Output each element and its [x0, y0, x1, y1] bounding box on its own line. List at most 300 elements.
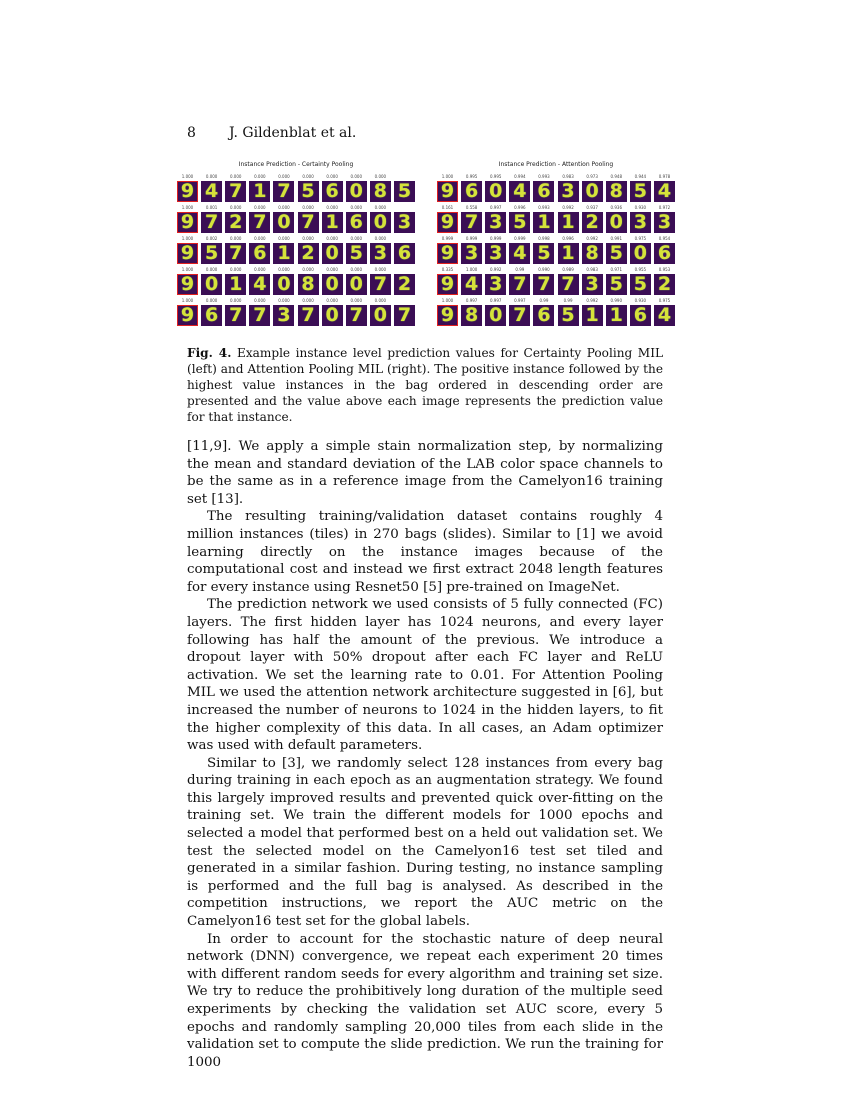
digit-tile: [273, 305, 294, 326]
tile-row: [437, 265, 675, 295]
digit-tile: [630, 274, 651, 295]
digit-tile: [437, 243, 458, 264]
digit-tile: [533, 212, 554, 233]
digit-glyph: 9: [180, 305, 195, 326]
prediction-value: 0.995: [489, 174, 502, 179]
prediction-value: [394, 296, 415, 305]
prediction-value: 0.002: [205, 236, 218, 241]
digit-glyph: 4: [657, 181, 672, 202]
digit-glyph: 6: [325, 181, 339, 202]
digit-glyph: 9: [440, 181, 455, 202]
digit-tile: [654, 305, 675, 326]
prediction-values: [437, 265, 675, 274]
digit-glyph: 0: [325, 274, 339, 295]
instance-tiles: [437, 243, 675, 264]
tile-row: [437, 203, 675, 233]
digit-tile: [225, 305, 246, 326]
digit-tile: [249, 305, 270, 326]
digit-tile: [654, 274, 675, 295]
digit-glyph: 8: [464, 305, 479, 326]
tile-row: [177, 172, 415, 202]
prediction-value: 0.000: [350, 298, 362, 303]
prediction-value: 0.335: [441, 267, 454, 272]
digit-glyph: 2: [301, 243, 315, 264]
digit-glyph: 6: [349, 212, 363, 233]
digit-glyph: 0: [325, 243, 339, 264]
digit-glyph: 9: [440, 212, 455, 233]
prediction-value: 0.975: [634, 236, 647, 241]
digit-tile: [298, 305, 319, 326]
prediction-value: 0.000: [254, 174, 266, 179]
digit-glyph: 3: [633, 212, 647, 233]
digit-glyph: 4: [513, 243, 527, 264]
digit-glyph: 0: [633, 243, 647, 264]
digit-tile: [533, 181, 554, 202]
digit-glyph: 0: [325, 305, 339, 326]
digit-glyph: 0: [204, 274, 219, 295]
instance-tiles: [177, 274, 415, 295]
prediction-value: 0.000: [254, 267, 266, 272]
digit-tile: [177, 305, 198, 326]
digit-tile: [461, 212, 482, 233]
digit-glyph: 2: [397, 274, 412, 295]
prediction-value: 0.999: [465, 236, 478, 241]
digit-tile: [273, 274, 294, 295]
digit-glyph: 8: [301, 274, 315, 295]
digit-tile: [558, 181, 579, 202]
page-number: 8: [187, 125, 196, 141]
digit-glyph: 4: [657, 305, 672, 326]
digit-tile: [582, 212, 603, 233]
prediction-value: 0.955: [634, 267, 647, 272]
digit-tile: [485, 212, 506, 233]
digit-tile: [582, 181, 603, 202]
prediction-value: 0.999: [514, 236, 526, 241]
prediction-value: 0.992: [489, 267, 502, 272]
digit-glyph: 7: [301, 305, 315, 326]
digit-glyph: 0: [489, 181, 503, 202]
digit-tile: [249, 181, 270, 202]
prediction-value: 0.983: [586, 267, 598, 272]
paragraph: In order to account for the stochastic nature of deep neural network (DNN) convergence, we repeat each experiment 20 times with different random seeds for every algorithm and training set size. We try to reduce the prohibitively long duration of the multiple seed experiments by checking the validation set AUC score, every 5 epochs and randomly sampling 20,000 tiles from each slide in the validation set to compute the slide prediction. We run the training for 1000: [187, 931, 663, 1070]
digit-tile: [201, 212, 222, 233]
digit-glyph: 3: [489, 212, 503, 233]
prediction-value: 0.997: [489, 298, 502, 303]
digit-glyph: 5: [301, 181, 315, 202]
prediction-value: 0.000: [229, 236, 242, 241]
caption-label: Fig. 4.: [187, 346, 232, 360]
digit-tile: [225, 274, 246, 295]
digit-tile: [346, 274, 367, 295]
prediction-value: 0.953: [658, 267, 671, 272]
prediction-value: 1.000: [441, 174, 454, 179]
digit-glyph: 0: [609, 212, 623, 233]
digit-tile: [558, 274, 579, 295]
digit-glyph: 3: [489, 274, 503, 295]
instance-tiles: [177, 181, 415, 202]
digit-tile: [485, 243, 506, 264]
digit-glyph: 7: [229, 243, 243, 264]
digit-tile: [606, 181, 627, 202]
prediction-value: 0.993: [538, 205, 550, 210]
prediction-value: 0.944: [634, 174, 647, 179]
digit-glyph: 1: [537, 212, 551, 233]
digit-tile: [630, 243, 651, 264]
digit-tile: [370, 274, 391, 295]
digit-glyph: 3: [585, 274, 599, 295]
digit-tile: [606, 243, 627, 264]
digit-tile: [509, 305, 530, 326]
digit-tile: [533, 305, 554, 326]
digit-tile: [177, 181, 198, 202]
prediction-value: 0.971: [610, 267, 622, 272]
prediction-value: 0.936: [610, 205, 622, 210]
digit-glyph: 0: [373, 212, 387, 233]
prediction-value: 0.990: [610, 298, 622, 303]
tile-row: [177, 296, 415, 326]
digit-glyph: 4: [253, 274, 267, 295]
prediction-values: [177, 203, 415, 212]
digit-tile: [225, 181, 246, 202]
digit-glyph: 7: [349, 305, 363, 326]
digit-glyph: 6: [537, 181, 551, 202]
digit-tile: [201, 305, 222, 326]
digit-tile: [558, 243, 579, 264]
body-text: [187, 438, 663, 1071]
digit-tile: [322, 305, 343, 326]
digit-glyph: 5: [609, 243, 623, 264]
digit-tile: [606, 305, 627, 326]
digit-glyph: 6: [204, 305, 219, 326]
prediction-value: 0.99: [563, 298, 573, 303]
prediction-value: 0.000: [229, 298, 242, 303]
certainty-rows: [177, 172, 415, 326]
prediction-value: 1.000: [181, 298, 194, 303]
digit-glyph: 7: [373, 274, 387, 295]
digit-tile: [322, 274, 343, 295]
tile-row: [177, 234, 415, 264]
digit-glyph: 7: [513, 274, 527, 295]
prediction-value: [394, 172, 415, 181]
digit-tile: [509, 212, 530, 233]
digit-tile: [273, 181, 294, 202]
digit-glyph: 5: [397, 181, 412, 202]
prediction-value: 1.000: [441, 298, 454, 303]
digit-glyph: 2: [657, 274, 672, 295]
digit-tile: [630, 305, 651, 326]
digit-tile: [630, 181, 651, 202]
digit-glyph: 9: [440, 274, 455, 295]
digit-glyph: 5: [633, 274, 647, 295]
prediction-value: 0.996: [562, 236, 574, 241]
prediction-value: 0.999: [489, 236, 502, 241]
attention-pooling-panel: [437, 160, 675, 327]
prediction-value: 0.997: [465, 298, 478, 303]
digit-glyph: 3: [397, 212, 412, 233]
digit-tile: [273, 212, 294, 233]
digit-glyph: 4: [464, 274, 479, 295]
digit-glyph: 3: [464, 243, 479, 264]
digit-tile: [394, 181, 415, 202]
prediction-value: [394, 234, 415, 243]
digit-glyph: 3: [277, 305, 291, 326]
digit-tile: [249, 212, 270, 233]
digit-glyph: 0: [349, 181, 363, 202]
digit-tile: [437, 212, 458, 233]
digit-tile: [370, 305, 391, 326]
tile-row: [177, 265, 415, 295]
prediction-value: 1.000: [181, 267, 194, 272]
digit-glyph: 3: [373, 243, 387, 264]
prediction-value: 0.000: [350, 174, 362, 179]
digit-tile: [461, 181, 482, 202]
prediction-value: 0.000: [229, 174, 242, 179]
digit-glyph: 5: [609, 274, 623, 295]
running-header: [187, 125, 356, 141]
prediction-value: 0.999: [441, 236, 454, 241]
digit-glyph: 9: [180, 243, 195, 264]
prediction-value: 0.000: [254, 236, 266, 241]
prediction-values: [177, 296, 415, 305]
digit-glyph: 1: [229, 274, 243, 295]
prediction-value: 0.000: [205, 267, 218, 272]
prediction-value: 0.001: [205, 205, 218, 210]
digit-glyph: 1: [277, 243, 291, 264]
prediction-value: 0.000: [350, 236, 362, 241]
prediction-value: 0.948: [610, 174, 622, 179]
certainty-pooling-panel: [177, 160, 415, 327]
prediction-value: 0.990: [538, 267, 550, 272]
digit-tile: [177, 212, 198, 233]
prediction-value: 0.000: [302, 298, 314, 303]
prediction-value: 0.000: [278, 298, 290, 303]
prediction-values: [177, 172, 415, 181]
prediction-value: 0.930: [634, 205, 647, 210]
digit-tile: [509, 181, 530, 202]
prediction-value: 0.996: [514, 205, 526, 210]
prediction-value: 0.000: [326, 236, 338, 241]
digit-glyph: 8: [609, 181, 623, 202]
digit-tile: [509, 274, 530, 295]
prediction-value: 0.000: [374, 267, 387, 272]
paragraph: The prediction network we used consists of 5 fully connected (FC) layers. The first hidden layer has 1024 neurons, and every layer following has half the amount of the previous. We introduce a dropout layer with 50% dropout after each FC layer and ReLU activation. We set the learning rate to 0.01. For Attention Pooling MIL we used the attention network architecture suggested in [6], but increased the number of neurons to 1024 in the hidden layers, to fit the higher complexity of this data. In all cases, an Adam optimizer was used with default parameters.: [187, 597, 663, 754]
prediction-value: 0.998: [538, 236, 550, 241]
digit-glyph: 7: [561, 274, 575, 295]
digit-glyph: 0: [277, 274, 291, 295]
digit-glyph: 7: [253, 305, 267, 326]
tile-row: [437, 172, 675, 202]
prediction-value: 0.994: [514, 174, 526, 179]
prediction-value: 0.992: [586, 298, 598, 303]
digit-glyph: 7: [537, 274, 551, 295]
attention-panel-title: Instance Prediction - Attention Pooling: [498, 161, 614, 168]
digit-glyph: 5: [561, 305, 575, 326]
prediction-value: 0.000: [254, 298, 266, 303]
digit-tile: [461, 274, 482, 295]
digit-glyph: 7: [464, 212, 479, 233]
digit-tile: [582, 243, 603, 264]
paragraph: Similar to [3], we randomly select 128 instances from every bag during training in each epoch as an augmentation strategy. We found this largely improved results and prevented quick over-fitting on the training set. We train the different models for 1000 epochs and selected a model that performed best on a held out validation set. We test the selected model on the Camelyon16 test set tiled and generated in a similar fashion. During testing, no instance sampling is performed and the full bag is analysed. As described in the competition instructions, we report the AUC metric on the Camelyon16 test set for the global labels.: [187, 755, 663, 930]
attention-rows: [437, 172, 675, 326]
prediction-value: 0.000: [278, 174, 290, 179]
digit-glyph: 5: [633, 181, 647, 202]
digit-glyph: 9: [180, 274, 195, 295]
digit-glyph: 7: [301, 212, 315, 233]
digit-tile: [437, 305, 458, 326]
digit-glyph: 3: [489, 243, 503, 264]
digit-glyph: 1: [609, 305, 623, 326]
digit-glyph: 7: [204, 212, 219, 233]
instance-tiles: [437, 305, 675, 326]
instance-tiles: [177, 305, 415, 326]
digit-tile: [249, 274, 270, 295]
author-line: J. Gildenblat et al.: [229, 125, 357, 141]
digit-tile: [509, 243, 530, 264]
prediction-value: 0.000: [302, 205, 314, 210]
prediction-value: 0.930: [634, 298, 647, 303]
digit-tile: [394, 212, 415, 233]
digit-glyph: 4: [204, 181, 219, 202]
digit-tile: [298, 243, 319, 264]
digit-tile: [437, 274, 458, 295]
digit-glyph: 0: [277, 212, 291, 233]
prediction-value: 0.000: [302, 236, 314, 241]
digit-tile: [225, 212, 246, 233]
digit-tile: [533, 274, 554, 295]
digit-tile: [394, 274, 415, 295]
digit-tile: [582, 305, 603, 326]
prediction-value: 0.937: [586, 205, 598, 210]
digit-glyph: 6: [253, 243, 267, 264]
prediction-value: 0.997: [514, 298, 526, 303]
digit-glyph: 2: [585, 212, 599, 233]
instance-tiles: [177, 243, 415, 264]
digit-tile: [298, 212, 319, 233]
digit-glyph: 5: [537, 243, 551, 264]
digit-glyph: 7: [229, 305, 243, 326]
digit-glyph: 8: [585, 243, 599, 264]
prediction-value: 0.992: [562, 205, 574, 210]
prediction-value: 0.000: [374, 174, 387, 179]
prediction-value: 0.000: [278, 236, 290, 241]
prediction-value: 1.000: [181, 236, 194, 241]
prediction-value: 0.995: [465, 174, 478, 179]
digit-glyph: 1: [585, 305, 599, 326]
prediction-value: 0.972: [658, 205, 671, 210]
digit-tile: [346, 305, 367, 326]
prediction-value: 0.000: [350, 205, 362, 210]
digit-glyph: 6: [397, 243, 412, 264]
prediction-value: [394, 203, 415, 212]
digit-tile: [582, 274, 603, 295]
prediction-values: [437, 203, 675, 212]
prediction-values: [177, 234, 415, 243]
digit-tile: [461, 243, 482, 264]
digit-tile: [298, 181, 319, 202]
digit-tile: [606, 212, 627, 233]
digit-glyph: 5: [513, 212, 527, 233]
digit-tile: [370, 181, 391, 202]
prediction-value: 0.000: [374, 236, 387, 241]
instance-tiles: [437, 181, 675, 202]
digit-glyph: 0: [585, 181, 599, 202]
prediction-value: 0.989: [562, 267, 574, 272]
digit-glyph: 1: [325, 212, 339, 233]
instance-tiles: [437, 212, 675, 233]
prediction-value: 1.000: [181, 205, 194, 210]
prediction-value: 1.000: [465, 267, 478, 272]
prediction-value: 0.000: [278, 205, 290, 210]
digit-glyph: 9: [440, 305, 455, 326]
digit-glyph: 6: [657, 243, 672, 264]
prediction-values: [177, 265, 415, 274]
digit-glyph: 5: [204, 243, 219, 264]
digit-glyph: 6: [537, 305, 551, 326]
digit-tile: [346, 243, 367, 264]
tile-row: [437, 296, 675, 326]
digit-tile: [177, 274, 198, 295]
digit-glyph: 7: [277, 181, 291, 202]
digit-glyph: 9: [440, 243, 455, 264]
digit-glyph: 3: [561, 181, 575, 202]
digit-glyph: 9: [180, 181, 195, 202]
digit-glyph: 5: [349, 243, 363, 264]
digit-glyph: 1: [561, 212, 575, 233]
prediction-value: 0.978: [658, 174, 671, 179]
prediction-value: 0.000: [326, 205, 338, 210]
digit-tile: [273, 243, 294, 264]
prediction-value: 0.000: [205, 298, 218, 303]
digit-tile: [201, 243, 222, 264]
paragraph: The resulting training/validation dataset contains roughly 4 million instances (tiles) in 270 bags (slides). Similar to [1] we avoid learning directly on the instance images because of the computational cost and instead we first extract 2048 length features for every instance using Resnet50 [5] pre-trained on ImageNet.: [187, 509, 663, 595]
digit-tile: [394, 243, 415, 264]
prediction-value: 0.000: [326, 298, 338, 303]
digit-tile: [558, 305, 579, 326]
digit-tile: [298, 274, 319, 295]
digit-glyph: 6: [633, 305, 647, 326]
prediction-value: 0.558: [465, 205, 478, 210]
digit-glyph: 7: [253, 212, 267, 233]
digit-glyph: 0: [489, 305, 503, 326]
prediction-value: 0.000: [374, 205, 387, 210]
prediction-value: 0.000: [326, 267, 338, 272]
prediction-value: 0.99: [539, 298, 549, 303]
digit-glyph: 1: [561, 243, 575, 264]
digit-glyph: 7: [229, 181, 243, 202]
digit-glyph: 7: [513, 305, 527, 326]
digit-tile: [437, 181, 458, 202]
digit-tile: [485, 274, 506, 295]
prediction-value: 0.000: [278, 267, 290, 272]
digit-tile: [322, 212, 343, 233]
prediction-value: 0.991: [610, 236, 622, 241]
digit-tile: [370, 243, 391, 264]
prediction-value: 0.000: [302, 267, 314, 272]
digit-tile: [485, 305, 506, 326]
digit-tile: [201, 274, 222, 295]
instance-tiles: [177, 212, 415, 233]
digit-tile: [225, 243, 246, 264]
digit-tile: [370, 212, 391, 233]
prediction-value: 0.000: [350, 267, 362, 272]
prediction-value: 0.997: [489, 205, 502, 210]
prediction-value: 0.992: [586, 236, 598, 241]
digit-tile: [346, 181, 367, 202]
digit-tile: [558, 212, 579, 233]
prediction-value: 0.993: [538, 174, 550, 179]
paragraph: [11,9]. We apply a simple stain normalization step, by normalizing the mean and standard deviation of the LAB color space channels to be the same as in a reference image from the Camelyon16 training set [13].: [187, 439, 663, 507]
tile-row: [437, 234, 675, 264]
